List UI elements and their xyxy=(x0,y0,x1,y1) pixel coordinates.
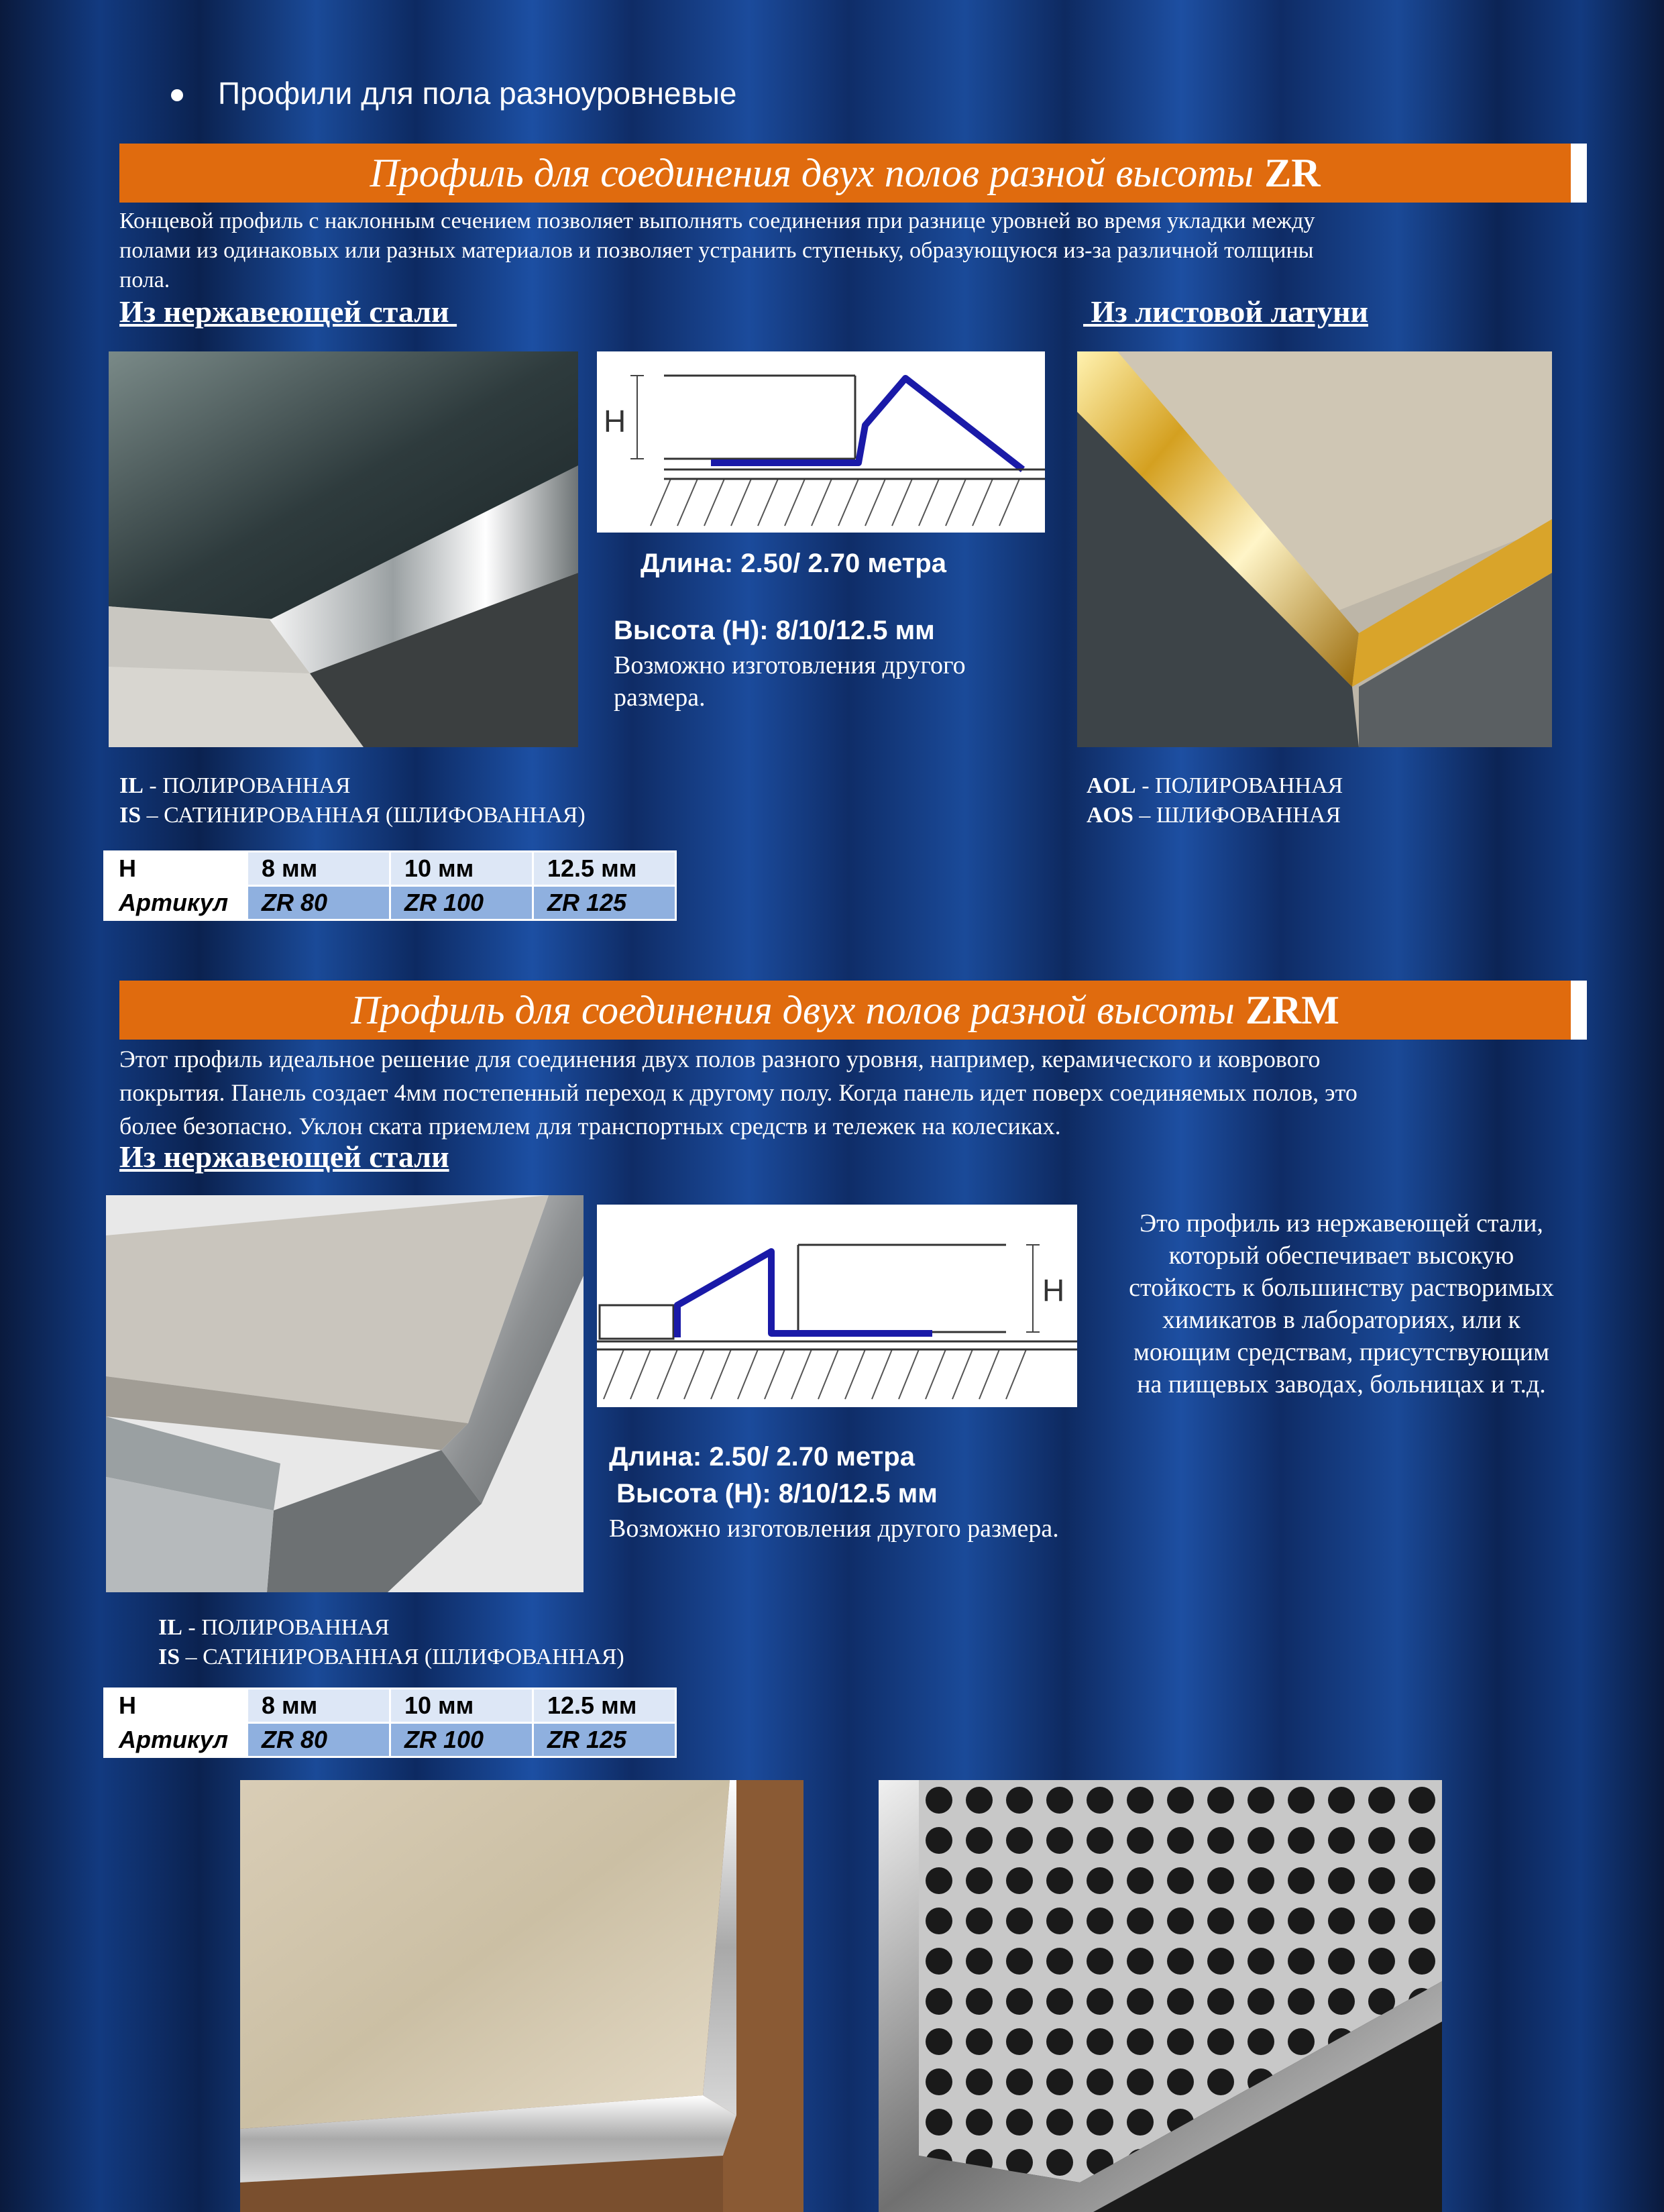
zr-description: Концевой профиль с наклонным сечением позволяет выполнять соединения при разнице уровней во время укладки между полами из одинаковых или разных материалов и позволяет устранить ступеньку, образующуюся из-за различной толщины пола. xyxy=(119,209,1315,292)
zrm-profile-diagram xyxy=(597,1205,1077,1407)
zr-steel-finishes: IL - ПОЛИРОВАННАЯ IS – САТИНИРОВАННАЯ (ШЛИФОВАННАЯ) xyxy=(119,773,586,828)
bullet-dot xyxy=(171,89,183,101)
zrm-description: Этот профиль идеальное решение для соединения двух полов разного уровня, например, керамического и коврового покрытия. Панель создает 4мм постепенный переход к другому полу. Когда панель идет поверх соединяемых полов, это более безопасно. Уклон ската приемлем для транспортных средств и тележек на колесиках. xyxy=(119,1046,1357,1140)
table-cell: ZR 100 xyxy=(390,1723,533,1757)
zr-steel-photo xyxy=(109,351,578,747)
table-cell: Н xyxy=(105,852,247,886)
zrm-code: ZRM xyxy=(1245,987,1339,1032)
table-cell: ZR 80 xyxy=(247,886,390,920)
zrm-finishes: IL - ПОЛИРОВАННАЯ IS – САТИНИРОВАННАЯ (ШЛИФОВАННАЯ) xyxy=(158,1615,624,1669)
perforated-sheet-photo xyxy=(879,1780,1442,2212)
zr-code: ZR xyxy=(1264,150,1321,195)
zrm-spec-table xyxy=(103,1688,677,1758)
table-cell: 8 мм xyxy=(247,1689,390,1723)
zr-title: Профиль для соединения двух полов разной высоты xyxy=(370,150,1254,195)
zrm-note: Возможно изготовления другого размера. xyxy=(609,1514,1059,1543)
zr-brass-heading: Из листовой латуни xyxy=(1083,294,1368,329)
zr-length: Длина: 2.50/ 2.70 метра xyxy=(641,549,946,578)
zr-brass-finishes: AOL - ПОЛИРОВАННАЯ AOS – ШЛИФОВАННАЯ xyxy=(1087,773,1343,828)
zr-spec-table xyxy=(103,850,677,921)
table-cell: ZR 100 xyxy=(390,886,533,920)
table-cell: ZR 125 xyxy=(533,1723,676,1757)
table-cell: 10 мм xyxy=(390,1689,533,1723)
table-cell: Артикул xyxy=(105,1723,247,1757)
table-cell: ZR 125 xyxy=(533,886,676,920)
zrm-height: Высота (Н): 8/10/12.5 мм xyxy=(609,1479,938,1508)
zr-brass-photo xyxy=(1077,351,1552,747)
table-cell: 8 мм xyxy=(247,852,390,886)
zrm-steel-photo xyxy=(106,1195,584,1592)
zr-title-banner xyxy=(119,144,1587,203)
zr-height: Высота (Н): 8/10/12.5 мм xyxy=(614,616,935,645)
tile-edge-photo xyxy=(240,1780,803,2212)
table-cell: ZR 80 xyxy=(247,1723,390,1757)
zr-note: Возможно изготовления другого размера. xyxy=(614,651,966,712)
zrm-title-banner xyxy=(119,981,1587,1040)
zr-steel-heading: Из нержавеющей стали xyxy=(119,294,457,329)
zrm-diagram-h-label: H xyxy=(1042,1273,1065,1308)
zrm-right-description: Это профиль из нержавеющей стали, который обеспечивает высокую стойкость к большинству растворимых химикатов в лабораториях, или к моющим средствам, присутствующим на пищевых заводах, больницах и т.д. xyxy=(1129,1209,1554,1398)
zrm-length: Длина: 2.50/ 2.70 метра xyxy=(609,1442,915,1472)
table-cell: 12.5 мм xyxy=(533,852,676,886)
zrm-title: Профиль для соединения двух полов разной высоты xyxy=(351,987,1235,1032)
zrm-steel-heading: Из нержавеющей стали xyxy=(119,1140,449,1174)
zr-diagram-h-label: H xyxy=(604,404,626,439)
table-cell: 12.5 мм xyxy=(533,1689,676,1723)
table-cell: 10 мм xyxy=(390,852,533,886)
zr-profile-diagram xyxy=(597,351,1045,533)
section-bullet: Профили для пола разноуровневые xyxy=(218,76,737,111)
table-cell: Артикул xyxy=(105,886,247,920)
table-cell: Н xyxy=(105,1689,247,1723)
